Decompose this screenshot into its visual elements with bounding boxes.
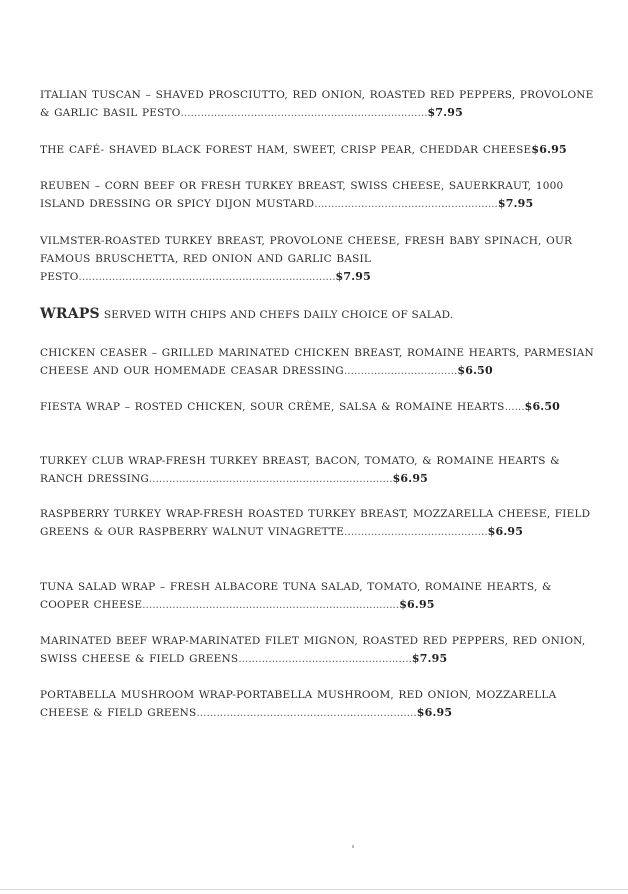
item-price: $7.95 (411, 652, 448, 665)
menu-item (40, 86, 600, 122)
page-bottom-edge (0, 889, 628, 890)
wraps-heading (40, 306, 600, 322)
item-description: - SHAVED BLACK FOREST HAM, SWEET, CRISP PEAR, CHEDDAR CHEESE (100, 144, 532, 156)
item-price: $6.95 (487, 525, 524, 538)
section-subtitle: SERVED WITH CHIPS AND CHEFS DAILY CHOICE OF SALAD. (103, 309, 454, 321)
item-name: ITALIAN TUSCAN (40, 89, 142, 101)
leader-dots: ......................................................................... (148, 473, 393, 485)
menu-item (40, 505, 600, 541)
menu-item (40, 578, 600, 614)
leader-dots: .................................................................. (196, 707, 417, 719)
leader-dots: ............................................................................. (78, 271, 336, 283)
item-name: RASPBERRY TURKEY WRAP (40, 508, 200, 520)
item-description: – ROSTED CHICKEN, SOUR CRÈME, SALSA & ROMAINE HEARTS (120, 401, 505, 413)
item-description: -FRESH ROASTED TURKEY BREAST, MOZZARELLA CHEESE, FIELD GREENS & OUR RASPBERRY WALNUT VINAGRETTE (40, 508, 591, 538)
menu-item (40, 452, 600, 488)
leader-dots: ....................................................... (314, 198, 498, 210)
item-name: REUBEN (40, 180, 91, 192)
item-name: TUNA SALAD WRAP (40, 581, 156, 593)
item-description: -MARINATED FILET MIGNON, ROASTED RED PEPPERS, RED ONION, SWISS CHEESE & FIELD GREENS (40, 635, 586, 665)
leader-dots: .................................. (343, 365, 458, 377)
item-name: THE CAFÉ (40, 144, 101, 156)
item-description: -PORTABELLA MUSHROOM, RED ONION, MOZZARELLA CHEESE & FIELD GREENS (40, 689, 557, 719)
item-name: CHICKEN CEASER (40, 347, 148, 359)
leader-dots: ...... (504, 401, 525, 413)
menu-item (40, 177, 600, 213)
item-name: MARINATED BEEF WRAP (40, 635, 186, 647)
item-price: $7.95 (427, 106, 463, 119)
item-description: – SHAVED PROSCIUTTO, RED ONION, ROASTED RED PEPPERS, PROVOLONE & GARLIC BASIL PESTO (40, 89, 594, 119)
menu-item (40, 632, 600, 668)
section-title: WRAPS (40, 306, 100, 322)
menu-item (40, 141, 600, 159)
item-name: FIESTA WRAP (40, 401, 121, 413)
item-description: – GRILLED MARINATED CHICKEN BREAST, ROMAINE HEARTS, PARMESIAN CHEESE AND OUR HOMEMADE CEASAR DRESSING (40, 347, 594, 377)
item-description: – CORN BEEF OR FRESH TURKEY BREAST, SWISS CHEESE, SAUERKRAUT, 1000 ISLAND DRESSING OR SPICY DIJON MUSTARD (40, 180, 564, 210)
scan-speck (352, 845, 354, 848)
menu-item (40, 344, 600, 380)
item-description: – FRESH ALBACORE TUNA SALAD, TOMATO, ROMAINE HEARTS, & COOPER CHEESE (40, 581, 552, 611)
leader-dots: .................................................... (238, 653, 412, 665)
item-price: $6.50 (524, 400, 561, 413)
item-price: $6.50 (457, 364, 493, 377)
item-price: $7.95 (335, 270, 371, 283)
item-name: VILMSTER (40, 235, 101, 247)
item-price: $6.95 (416, 706, 453, 719)
leader-dots: ............................................................................. (142, 599, 400, 611)
item-price: $6.95 (392, 472, 429, 485)
item-name: PORTABELLA MUSHROOM WRAP (40, 689, 233, 701)
item-description: -ROASTED TURKEY BREAST, PROVOLONE CHEESE, FRESH BABY SPINACH, OUR FAMOUS BRUSCHETTA, RED ONION AND GARLIC BASIL PESTO (40, 235, 573, 283)
leader-dots: .......................................................................... (180, 107, 428, 119)
menu-item (40, 232, 600, 286)
menu-item (40, 686, 600, 722)
item-price: $7.95 (497, 197, 534, 210)
item-price: $6.95 (399, 598, 435, 611)
menu-item (40, 398, 600, 416)
item-description: -FRESH TURKEY BREAST, BACON, TOMATO, & ROMAINE HEARTS & RANCH DRESSING (40, 455, 560, 485)
item-name: TURKEY CLUB WRAP (40, 455, 162, 467)
leader-dots: ........................................... (344, 526, 488, 538)
item-price: $6.95 (531, 143, 567, 156)
